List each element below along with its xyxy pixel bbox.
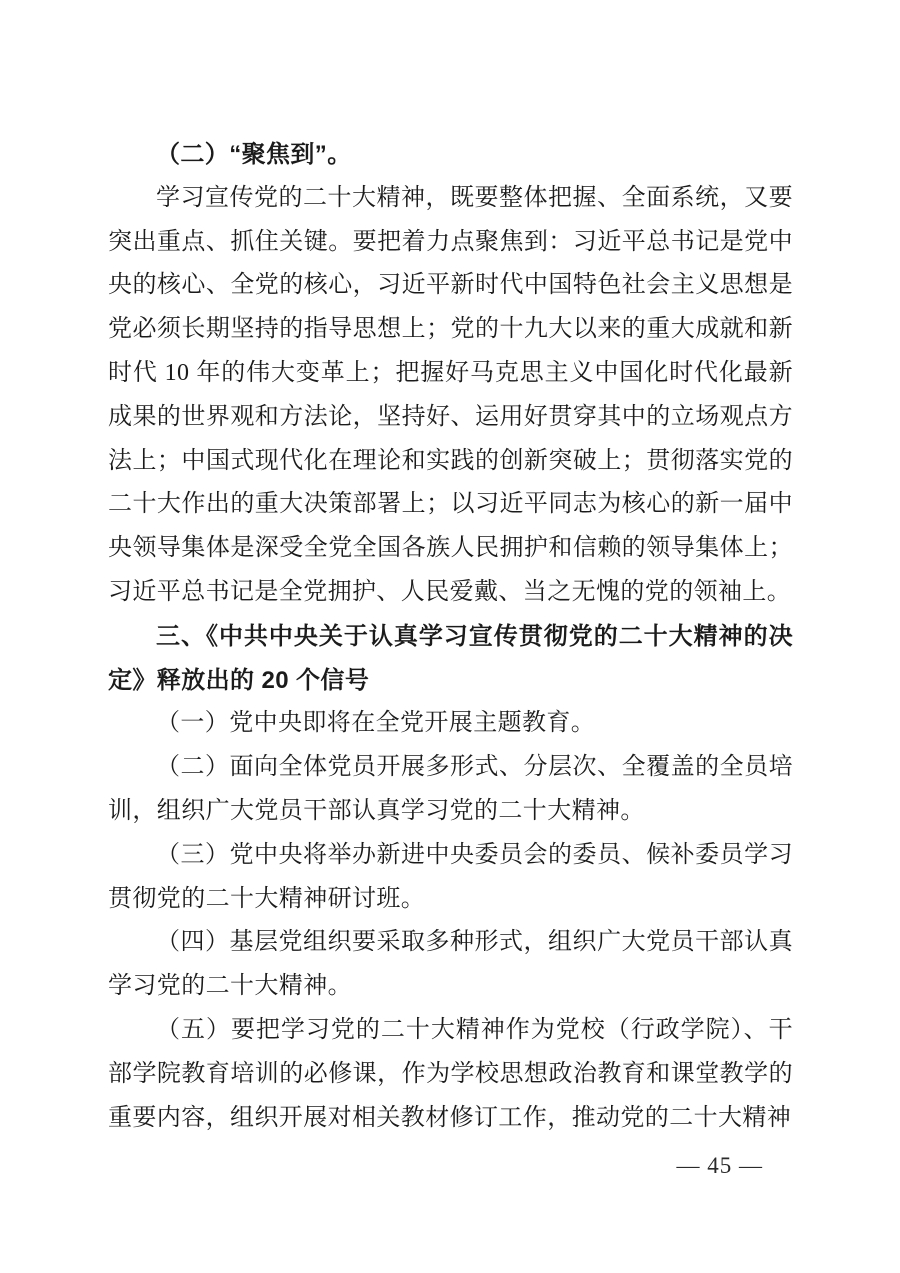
page-number: — 45 — bbox=[676, 1153, 763, 1179]
paragraph-focus-points: 学习宣传党的二十大精神，既要整体把握、全面系统，又要突出重点、抓住关键。要把着力点聚焦到：习近平总书记是党中央的核心、全党的核心，习近平新时代中国特色社会主义思想是党必须长期坚持的指导思想上；党的十九大以来的重大成就和新时代 10 年的伟大变革上；把握好马克思主义中国化时代化最新成果的世界观和方法论，坚持好、运用好贯穿其中的立场观点方法上；中国式现代化在理论和实践的创新突破上；贯彻落实党的二十大作出的重大决策部署上；以习近平同志为核心的新一届中央领导集体是深受全党全国各族人民拥护和信赖的领导集体上；习近平总书记是全党拥护、人民爱戴、当之无愧的党的领袖上。 bbox=[108, 184, 793, 605]
signal-item-1: （一）党中央即将在全党开展主题教育。 bbox=[156, 710, 596, 737]
signal-item-3: （三）党中央将举办新进中央委员会的委员、候补委员学习贯彻党的二十大精神研讨班。 bbox=[108, 841, 793, 912]
signal-item-5: （五）要把学习党的二十大精神作为党校（行政学院）、干部学院教育培训的必修课，作为学校思想政治教育和课堂教学的重要内容，组织开展对相关教材修订工作，推动党的二十大精神 bbox=[108, 1016, 793, 1131]
subsection-heading-focus: （二）“聚焦到”。 bbox=[156, 141, 352, 168]
signal-item-2: （二）面向全体党员开展多形式、分层次、全覆盖的全员培训，组织广大党员干部认真学习党的二十大精神。 bbox=[108, 754, 793, 824]
signal-item-4: （四）基层党组织要采取多种形式，组织广大党员干部认真学习党的二十大精神。 bbox=[108, 929, 793, 1000]
section-heading-20-signals: 三、《中共中央关于认真学习宣传贯彻党的二十大精神的决定》释放出的 20 个信号 bbox=[108, 622, 793, 694]
